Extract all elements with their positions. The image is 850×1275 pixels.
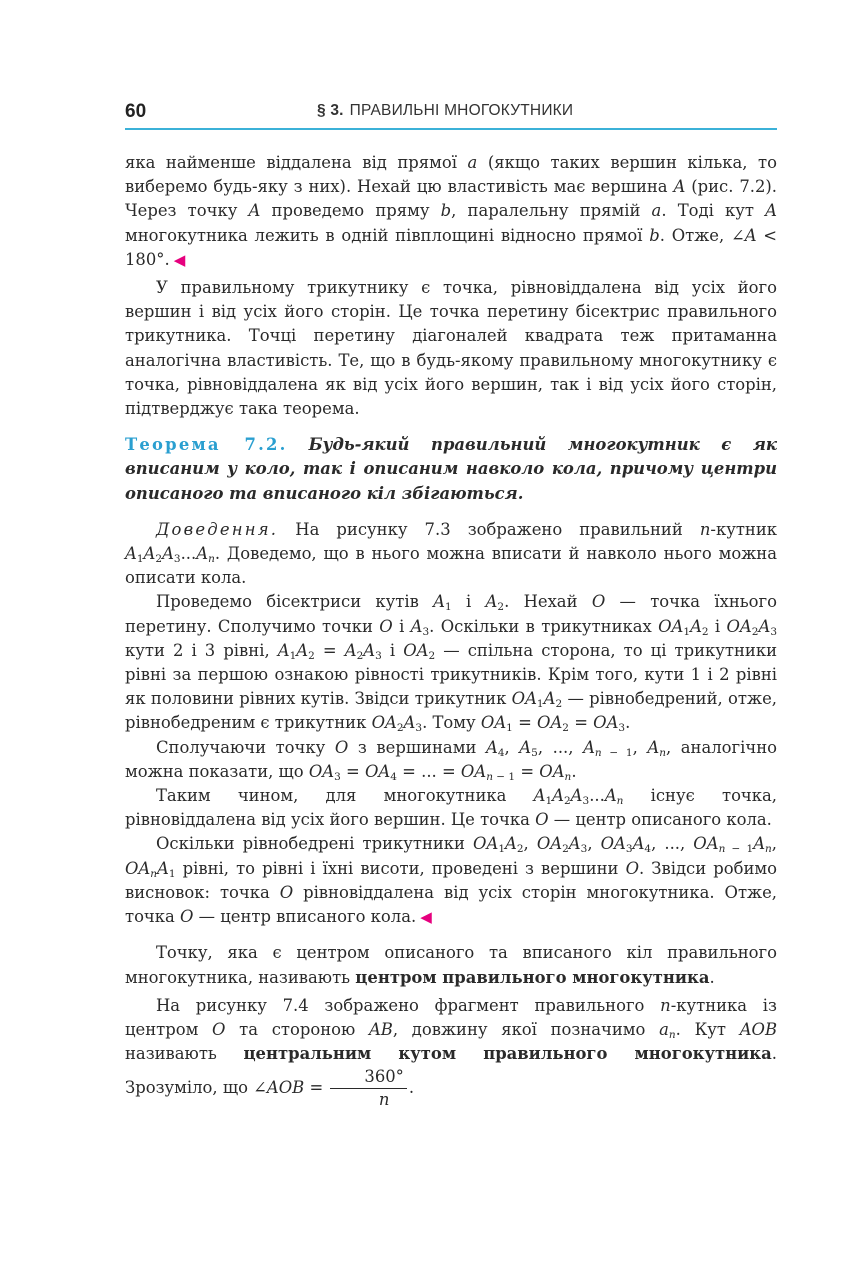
term-center: центром правильного многокутника: [355, 967, 710, 987]
header-rule: [125, 128, 777, 130]
theorem-label: Теорема 7.2.: [125, 435, 288, 455]
definition-central-angle: На рисунку 7.4 зображено фрагмент правильного n-кутника із центром O та стороною AB, довжину якої позначимо $a_n$. Кут AOB називають центральним кутом правильного многокутника. Зрозуміло, що ∠AOB = $\frac{360^\circ}{n}$ .: [125, 995, 778, 1110]
proof-paragraph-incenter: Оскільки рівнобедрені трикутники $OA_1A_2$, $OA_2A_3$, $OA_3A_4$, ..., $OA_{n - 1}A_n$, $OA_nA_1$ рівні, то рівні і їхні висоти, проведені з вершини O. Звідси робимо висновок: точка O рівновіддалена від усіх сторін многокутника. Отже, точка O — центр вписаного кола. ◀: [125, 834, 778, 927]
proof-paragraph-circumcenter: Таким чином, для многокутника $A_1A_2A_3...A_n$ існує точка, рівновіддалена від усіх його вершин. Це точка O — центр описаного кола.: [125, 786, 777, 830]
theorem-statement: Будь-який правильний многокутник є як вписаним у коло, так і описаним навколо кола, причому центри описаного та вписаного кіл збігаються.: [125, 435, 778, 503]
proof-paragraph-vertices: Сполучаючи точку O з вершинами $A_4$, $A_5$, ..., $A_{n - 1}$, $A_n$, аналогічно можна показати, що $OA_3 = OA_4$ = ... = $OA_{n - 1} = OA_n$.: [125, 737, 777, 783]
proof-paragraph-bisectors: Проведемо бісектриси кутів $A_1$ і $A_2$. Нехай O — точка їхнього перетину. Сполучимо точки O і $A_3$. Оскільки в трикутниках $OA_1A_2$ і $OA_2A_3$ кути 2 і 3 рівні, $A_1A_2 = A_2A_3$ і $OA_2$ — спільна сторона, то ці трикутники рівні за першою ознакою рівності трикутників. Крім того, кути 1 і 2 рівні як половини рівних кутів. Звідси трикутник $OA_1A_2$ — рівнобедрений, отже, рівнобедреним є трикутник $OA_2A_3$. Тому $OA_1 = OA_2 = OA_3$.: [125, 592, 778, 735]
term-central-angle: центральним кутом правильного многокутника: [243, 1044, 772, 1064]
page-content: [125, 151, 777, 1111]
definition-center: Точку, яка є центром описаного та вписаного кіл правильного многокутника, називають центром правильного многокутника.: [125, 943, 777, 987]
page-number: 60: [125, 101, 147, 122]
section-title: [317, 102, 573, 120]
proof-paragraph: Доведення. На рисунку 7.3 зображено правильний n-кутник $A_1A_2A_3...A_n$. Доведемо, що в нього можна вписати й навколо нього можна описати кола.: [125, 519, 777, 588]
paragraph-continuation: яка найменше віддалена від прямої a (якщо таких вершин кілька, то виберемо будь-яку з них). Нехай цю властивість має вершина A (рис. 7.2). Через точку A проведемо пряму b, паралельну прямій a. Тоді кут A многокутника лежить в одній півплощині відносно прямої b. Отже, ∠A < 180°. ◀: [125, 153, 778, 269]
section-mark: § 3.: [317, 102, 344, 119]
fraction-360-over-n: $\frac{360^\circ}{n}$: [330, 1066, 406, 1111]
end-of-proof-marker: ◀: [420, 908, 432, 927]
theorem-7-2: [125, 433, 777, 506]
end-of-proof-marker: ◀: [173, 250, 186, 269]
section-title-text: ПРАВИЛЬНІ МНОГОКУТНИКИ: [349, 102, 574, 119]
proof-label: Доведення.: [156, 519, 279, 539]
paragraph-intro: У правильному трикутнику є точка, рівновіддалена від усіх його вершин і від усіх його сторін. Це точка перетину бісектрис правильного трикутника. Точці перетину діагоналей квадрата теж притаманна аналогічна властивість. Те, що в будь-якому правильному многокутнику є точка, рівновіддалена як від усіх його вершин, так і від усіх його сторін, підтверджує така теорема.: [125, 278, 777, 419]
page-header: [125, 98, 777, 126]
